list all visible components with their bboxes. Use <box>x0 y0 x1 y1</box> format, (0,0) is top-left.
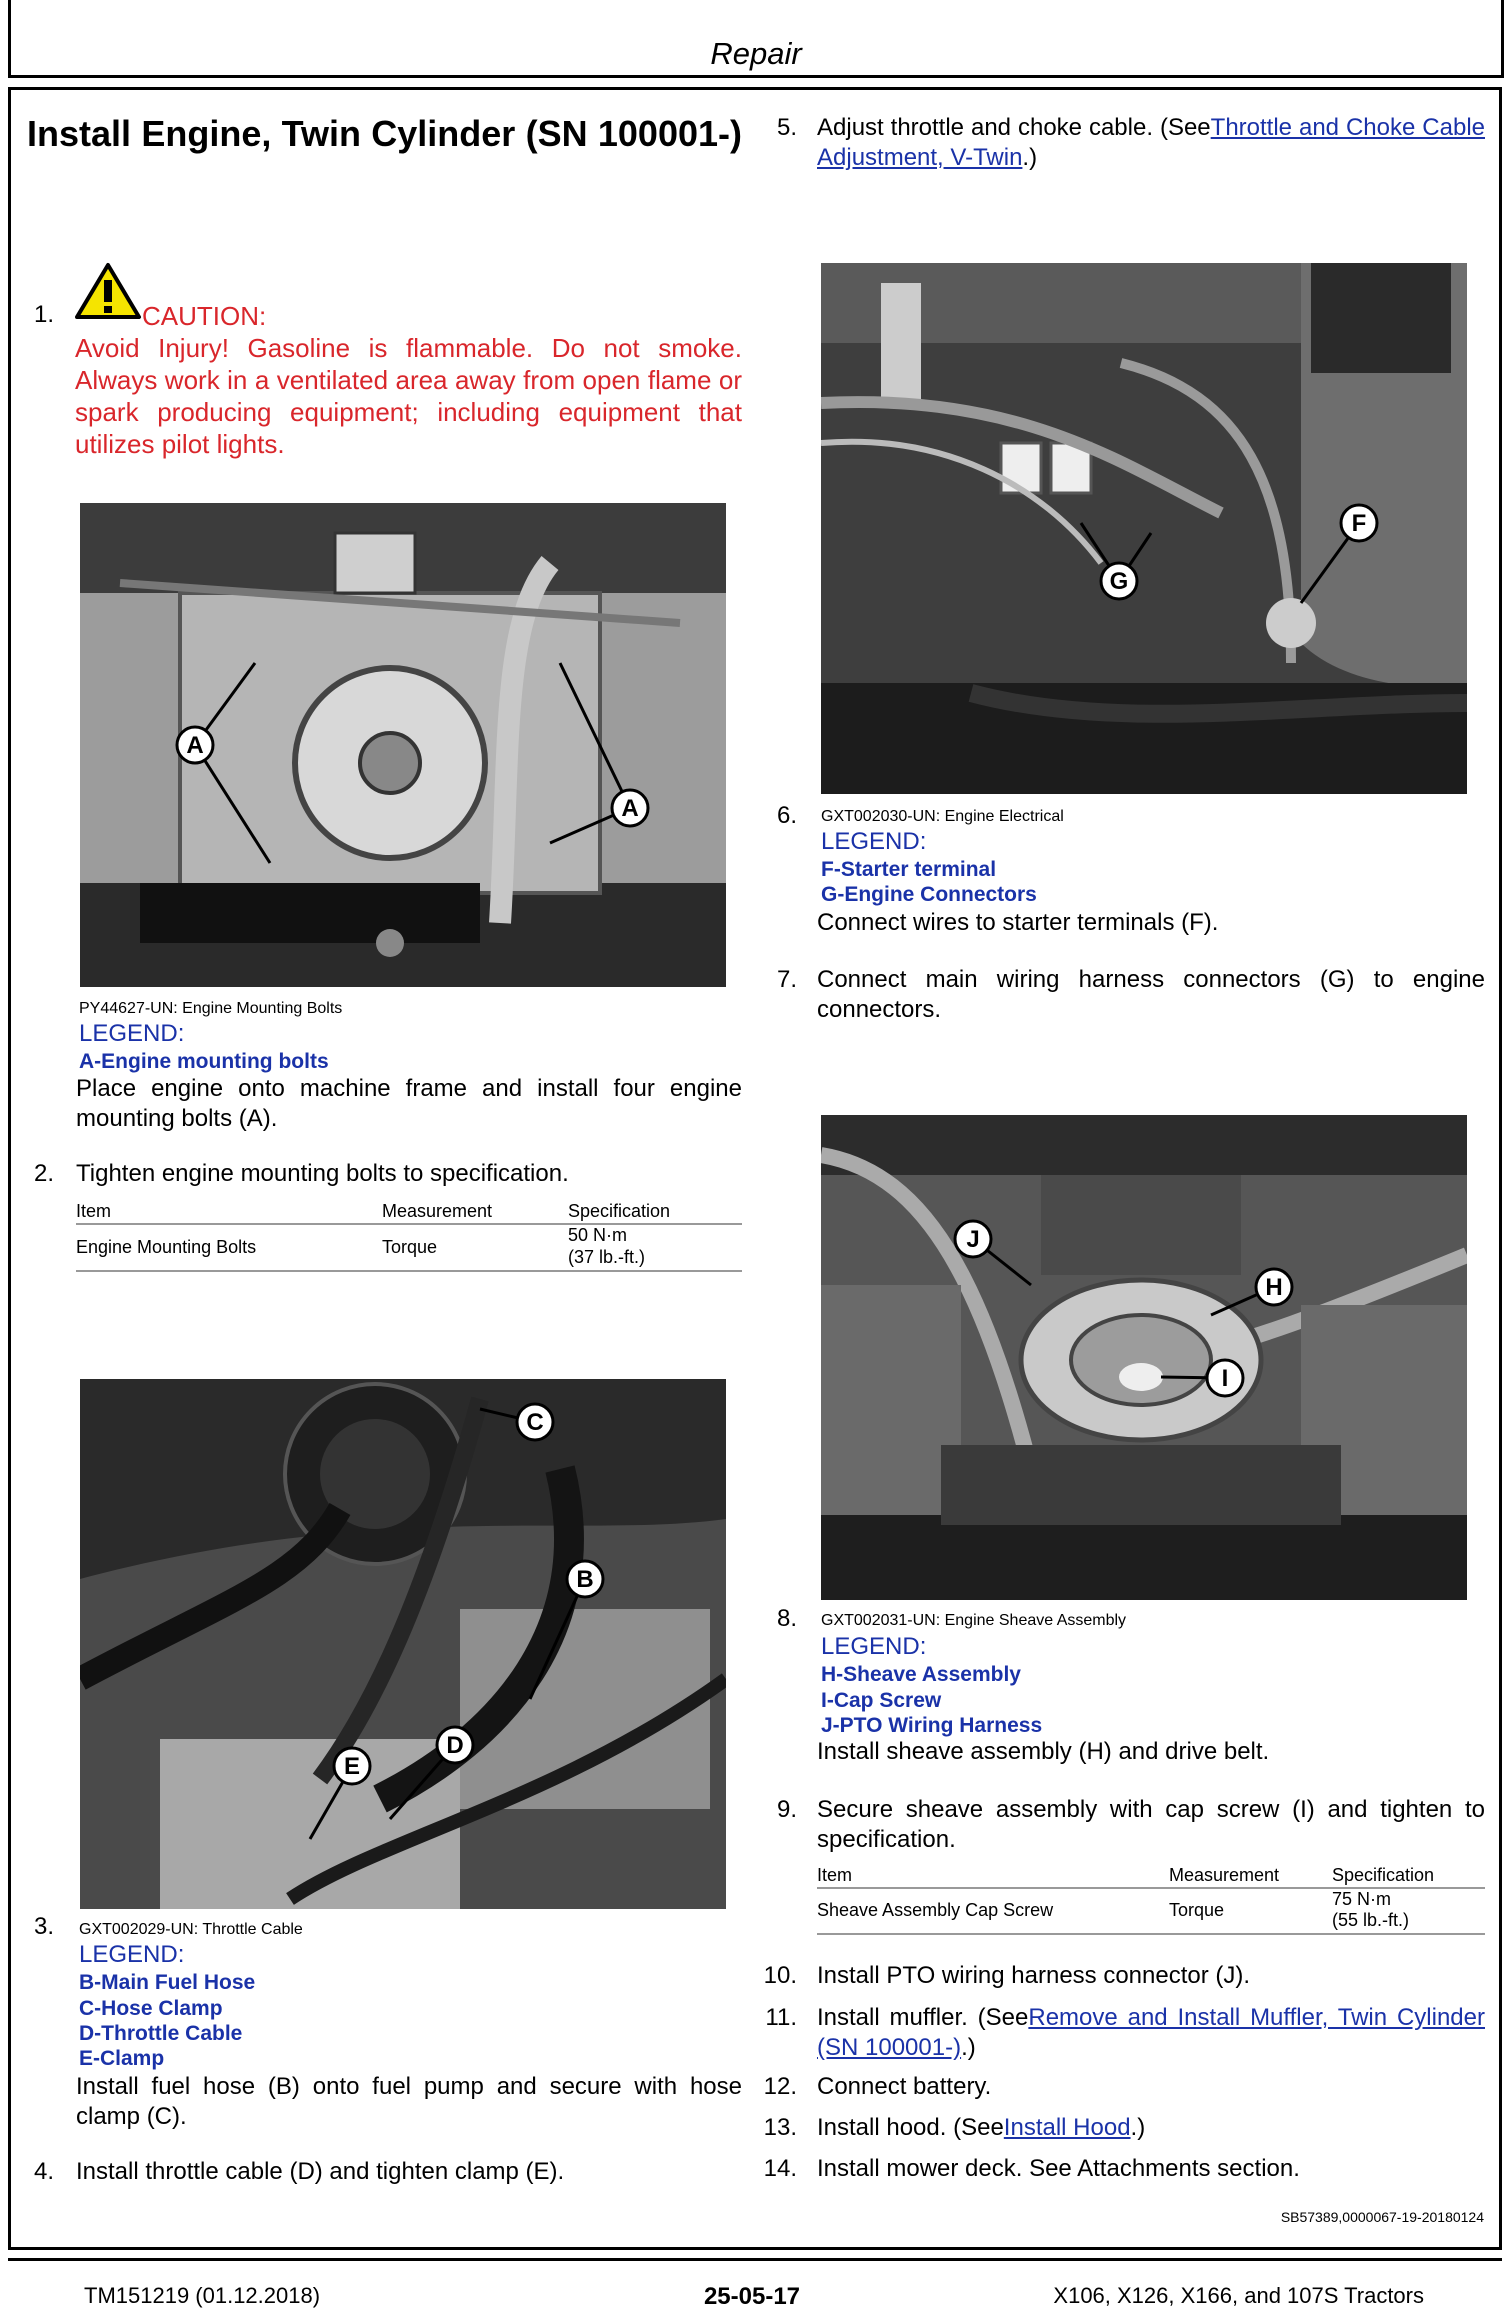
figure3-callouts <box>821 263 1467 794</box>
figure1-legend-title: LEGEND: <box>79 1020 185 1047</box>
legend-item: G-Engine Connectors <box>821 883 1037 906</box>
step-number: 4. <box>33 2158 54 2185</box>
step-number: 11. <box>765 2004 797 2031</box>
callout-i: I <box>1221 1365 1229 1392</box>
step-13-text: Install hood. (SeeInstall Hood.) <box>817 2114 1146 2141</box>
step-10-text: Install PTO wiring harness connector (J). <box>817 1962 1251 1989</box>
throttle-choke-link[interactable]: Throttle and Choke Cable Adjustment, V-Twin <box>817 114 1485 171</box>
divider <box>76 1270 742 1272</box>
step-2-text: Tighten engine mounting bolts to specification. <box>76 1160 569 1187</box>
callout-a: A <box>621 795 639 822</box>
callout-d: D <box>446 1732 464 1759</box>
callout-a: A <box>186 732 204 759</box>
section-title: Repair <box>710 36 802 71</box>
spec2-header-item: Item <box>817 1865 853 1885</box>
footer-manual-id: TM151219 (01.12.2018) <box>84 2283 321 2308</box>
step-9-text: Secure sheave assembly with cap screw (I) and tighten to specification. <box>817 1796 1485 1853</box>
callout-b: B <box>576 1566 594 1593</box>
step-number: 9. <box>776 1796 797 1823</box>
spec1-item: Engine Mounting Bolts <box>76 1237 257 1257</box>
step-number: 13. <box>763 2114 797 2141</box>
step-number: 14. <box>763 2155 797 2182</box>
spec2-value: 75 N·m <box>1332 1889 1392 1909</box>
step-14-text: Install mower deck. See Attachments section. <box>817 2155 1300 2182</box>
document-id: SB57389,0000067-19-20180124 <box>1280 2209 1484 2225</box>
step-8-text: Install sheave assembly (H) and drive belt. <box>817 1738 1270 1765</box>
figure3-caption: GXT002030-UN: Engine Electrical <box>821 808 1064 825</box>
legend-item: E-Clamp <box>79 2047 165 2070</box>
spec1-header-measurement: Measurement <box>382 1201 493 1221</box>
callout-c: C <box>526 1409 544 1436</box>
figure4-legend-title: LEGEND: <box>821 1633 927 1660</box>
spec1-measurement: Torque <box>382 1237 438 1257</box>
legend-item: B-Main Fuel Hose <box>79 1971 256 1994</box>
spec2-header-spec: Specification <box>1332 1865 1435 1885</box>
figure4-callouts <box>821 1115 1467 1600</box>
caution-icon <box>74 262 142 320</box>
step-4-text: Install throttle cable (D) and tighten clamp (E). <box>76 2158 565 2185</box>
page-header <box>8 0 1504 78</box>
step-number: 12. <box>763 2073 797 2100</box>
spec2-measurement: Torque <box>1169 1900 1225 1920</box>
step-number: 1. <box>33 301 54 328</box>
spec2-item: Sheave Assembly Cap Screw <box>817 1900 1054 1920</box>
install-hood-link[interactable]: Install Hood <box>1003 2114 1131 2141</box>
step-5-text: Adjust throttle and choke cable. (SeeThrottle and Choke Cable Adjustment, V-Twin.) <box>817 114 1485 171</box>
callout-h: H <box>1265 1274 1283 1301</box>
callout-g: G <box>1109 568 1129 595</box>
footer-page-number: 25-05-17 <box>703 2283 801 2310</box>
spec1-header-item: Item <box>76 1201 112 1221</box>
footer-rule <box>8 2258 1502 2261</box>
divider <box>76 1223 742 1225</box>
spec2-header-measurement: Measurement <box>1169 1865 1280 1885</box>
figure2-caption: GXT002029-UN: Throttle Cable <box>79 1921 303 1938</box>
figure2-legend-title: LEGEND: <box>79 1941 185 1968</box>
callout-j: J <box>966 1226 980 1253</box>
step-3-text: Install fuel hose (B) onto fuel pump and secure with hose clamp (C). <box>76 2073 742 2130</box>
legend-item: J-PTO Wiring Harness <box>821 1714 1043 1737</box>
step-1-text: Place engine onto machine frame and install four engine mounting bolts (A). <box>76 1075 742 1132</box>
step-number: 2. <box>33 1160 54 1187</box>
divider <box>817 1933 1485 1935</box>
step-number: 7. <box>776 966 797 993</box>
step-number: 5. <box>776 114 797 141</box>
caution-heading: CAUTION: <box>142 301 267 331</box>
callout-f: F <box>1351 510 1367 537</box>
legend-item: H-Sheave Assembly <box>821 1663 1021 1686</box>
legend-item: A-Engine mounting bolts <box>79 1050 329 1073</box>
step-11-text: Install muffler. (SeeRemove and Install Muffler, Twin Cylinder (SN 100001-).) <box>817 2004 1485 2061</box>
footer-models: X106, X126, X166, and 107S Tractors <box>1053 2283 1424 2308</box>
caution-text: Avoid Injury! Gasoline is flammable. Do not smoke. Always work in a ventilated area away from open flame or spark producing equipment; including equipment that utilizes pilot lights. <box>75 333 742 459</box>
legend-item: F-Starter terminal <box>821 858 997 881</box>
page-title: Install Engine, Twin Cylinder (SN 100001-) <box>27 113 742 154</box>
spec2-value-imperial: (55 lb.-ft.) <box>1332 1910 1410 1930</box>
step-number: 6. <box>776 802 797 829</box>
step-number: 10. <box>763 1962 797 1989</box>
legend-item: C-Hose Clamp <box>79 1997 223 2020</box>
step-number: 8. <box>776 1605 797 1632</box>
legend-item: I-Cap Screw <box>821 1689 942 1712</box>
step-number: 3. <box>33 1913 54 1940</box>
muffler-link[interactable]: Remove and Install Muffler, Twin Cylinder (SN 100001-) <box>817 2004 1485 2061</box>
figure2-callouts <box>80 1379 726 1909</box>
step-6-text: Connect wires to starter terminals (F). <box>817 909 1219 936</box>
callout-e: E <box>343 1753 361 1780</box>
step-12-text: Connect battery. <box>817 2073 992 2100</box>
step-7-text: Connect main wiring harness connectors (G) to engine connectors. <box>817 966 1485 1023</box>
figure1-callouts <box>80 503 726 987</box>
legend-item: D-Throttle Cable <box>79 2022 243 2045</box>
figure3-legend-title: LEGEND: <box>821 828 927 855</box>
spec1-value: 50 N·m <box>568 1225 628 1245</box>
spec1-value-imperial: (37 lb.-ft.) <box>568 1247 646 1267</box>
spec1-header-spec: Specification <box>568 1201 671 1221</box>
figure4-caption: GXT002031-UN: Engine Sheave Assembly <box>821 1612 1127 1629</box>
figure1-caption: PY44627-UN: Engine Mounting Bolts <box>79 1000 343 1017</box>
